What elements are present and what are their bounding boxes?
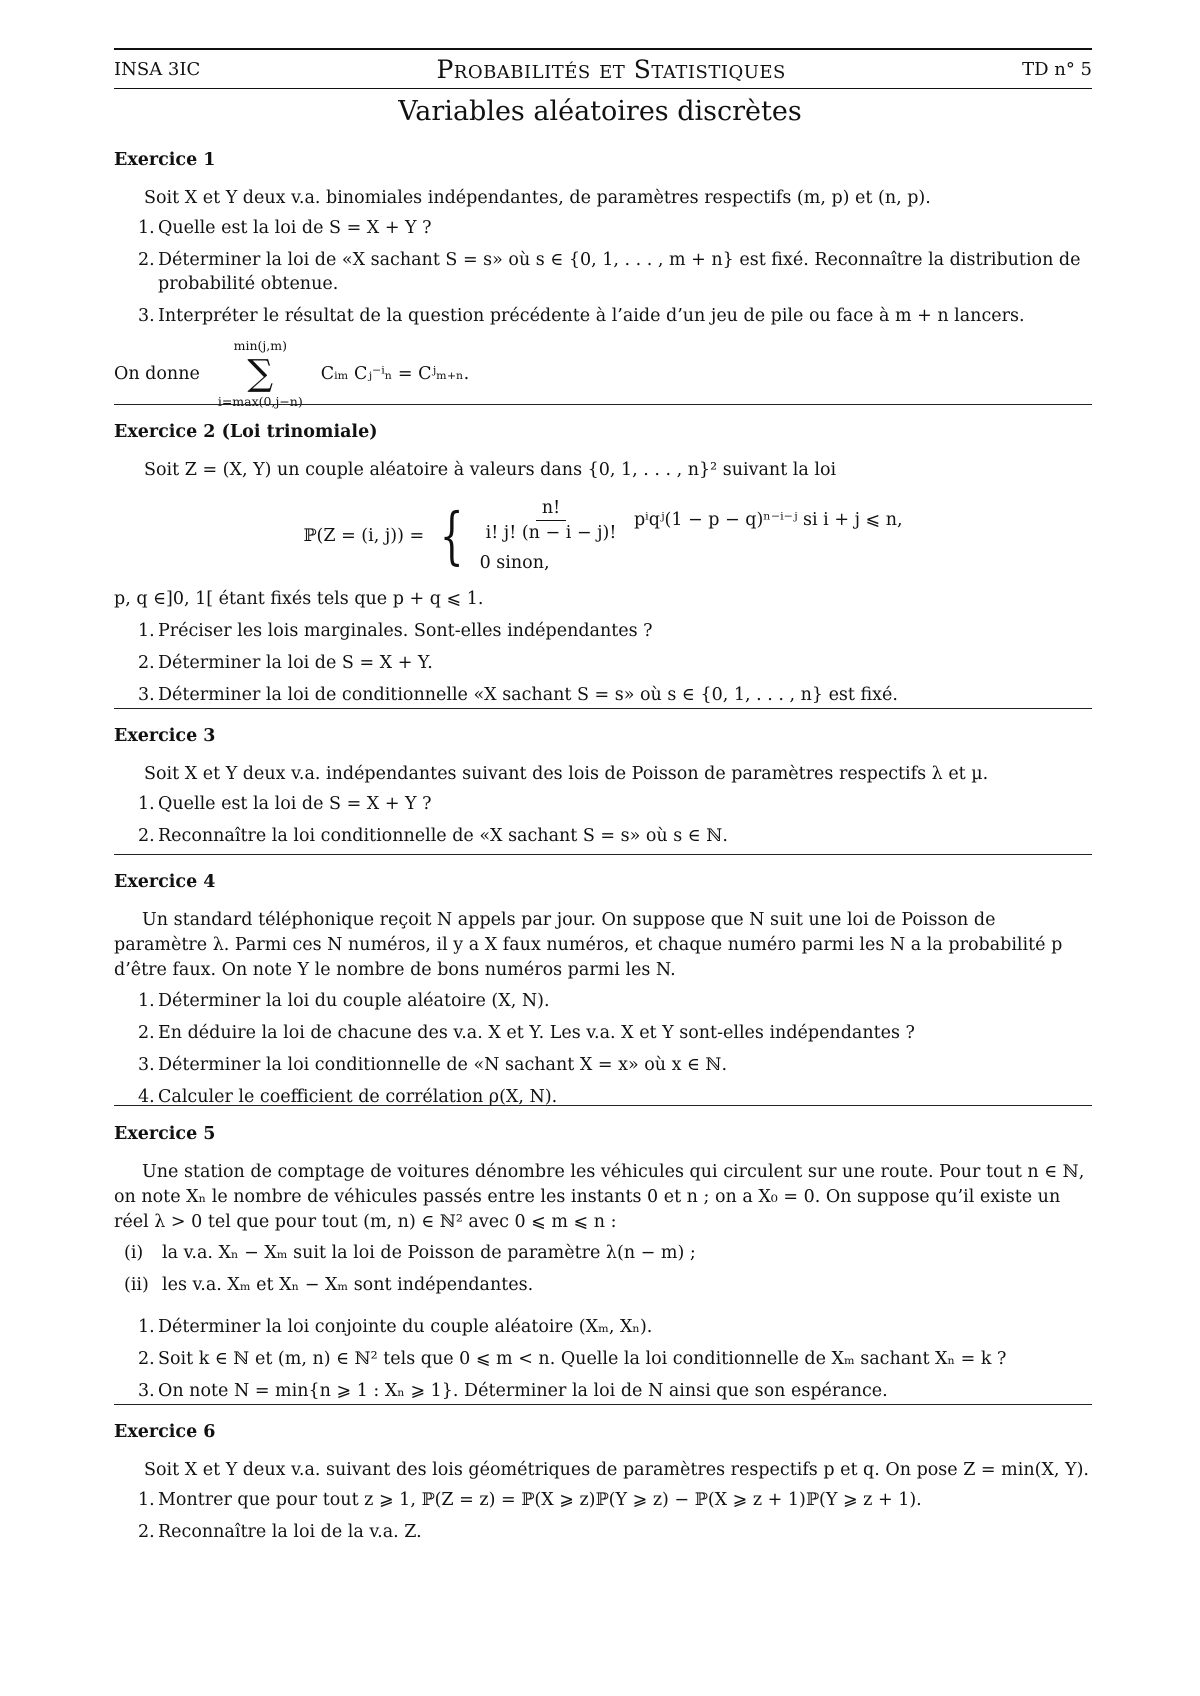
law-case-1	[480, 496, 903, 545]
question-item: 2. Déterminer la loi de «X sachant S = s» où s ∈ {0, 1, . . . , m + n} est fixé. Reconnaître la distribution de probabilité obtenue.	[138, 250, 1081, 294]
sum-lower-limit: i=max(0,j−n)	[217, 394, 303, 409]
section-divider	[114, 1404, 1092, 1405]
question-item: 2. Reconnaître la loi de la v.a. Z.	[138, 1522, 422, 1542]
left-brace: {	[440, 498, 464, 572]
fraction-denominator: i! j! (n − i − j)!	[485, 523, 617, 543]
law-fraction	[480, 496, 623, 545]
exercise-title: Exercice 2 (Loi trinomiale)	[114, 422, 378, 442]
exercise-title: Exercice 1	[114, 150, 216, 170]
law-case-2: 0 sinon,	[479, 553, 550, 573]
exercise-3	[114, 724, 1092, 856]
exercise-2	[114, 420, 1092, 715]
sum-upper-limit: min(j,m)	[233, 338, 287, 353]
question-item: 1. Quelle est la loi de S = X + Y ?	[138, 794, 432, 814]
exercise-title: Exercice 3	[114, 726, 216, 746]
law-cases	[480, 496, 903, 575]
question-item: 1. Quelle est la loi de S = X + Y ?	[138, 218, 432, 238]
question-item: 4. Calculer le coefficient de corrélation ρ(X, N).	[138, 1087, 558, 1107]
exercise-intro: Un standard téléphonique reçoit N appels par jour. On suppose que N suit une loi de Poisson de paramètre λ. Parmi ces N numéros, il y a X faux numéros, et chaque numéro parmi les N a la probabilité p d’être faux. On note Y le nombre de bons numéros parmi les N.	[114, 910, 1063, 980]
section-divider	[114, 404, 1092, 405]
law-condition: p, q ∈]0, 1[ étant fixés tels que p + q ⩽ 1.	[114, 589, 484, 609]
page-title: Variables aléatoires discrètes	[398, 96, 802, 127]
sigma-symbol: ∑	[247, 353, 274, 394]
condition-item: (ii) les v.a. Xₘ et Xₙ − Xₘ sont indépendantes.	[124, 1275, 534, 1295]
fraction-numerator: n!	[536, 496, 566, 521]
trinomial-law	[114, 496, 1092, 575]
question-item: 1. Montrer que pour tout z ⩾ 1, ℙ(Z = z) = ℙ(X ⩾ z)ℙ(Y ⩾ z) − ℙ(X ⩾ z + 1)ℙ(Y ⩾ z + 1).	[138, 1490, 922, 1510]
question-item: 3. On note N = min{n ⩾ 1 : Xₙ ⩾ 1}. Déterminer la loi de N ainsi que son espérance.	[138, 1381, 888, 1401]
question-item: 2. Soit k ∈ ℕ et (m, n) ∈ ℕ² tels que 0 ⩽ m < n. Quelle la loi conditionnelle de Xₘ sachant Xₙ = k ?	[138, 1349, 1007, 1369]
section-divider	[114, 708, 1092, 709]
section-divider	[114, 854, 1092, 855]
header-td-number: TD n° 5	[1022, 58, 1092, 80]
summation	[218, 338, 303, 410]
question-item: 1. Déterminer la loi conjointe du couple aléatoire (Xₘ, Xₙ).	[138, 1317, 653, 1337]
law-lhs: ℙ(Z = (i, j)) =	[303, 525, 425, 546]
question-item: 3. Déterminer la loi conditionnelle de «N sachant X = x» où x ∈ ℕ.	[138, 1055, 728, 1075]
exercise-4	[114, 870, 1092, 1117]
exercise-intro: Soit X et Y deux v.a. binomiales indépendantes, de paramètres respectifs (m, p) et (n, p).	[144, 188, 931, 208]
question-item: 2. En déduire la loi de chacune des v.a. X et Y. Les v.a. X et Y sont-elles indépendantes ?	[138, 1023, 915, 1043]
section-divider	[114, 1105, 1092, 1106]
question-item: 2. Déterminer la loi de S = X + Y.	[138, 653, 433, 673]
question-item: 3. Interpréter le résultat de la question précédente à l’aide d’un jeu de pile ou face à m + n lancers.	[138, 306, 1025, 326]
sum-formula	[114, 338, 1092, 410]
exercise-1	[114, 148, 1092, 410]
page-header	[114, 48, 1092, 89]
exercise-title: Exercice 5	[114, 1124, 216, 1144]
question-item: 3. Déterminer la loi de conditionnelle «X sachant S = s» où s ∈ {0, 1, . . . , n} est fixé.	[138, 685, 898, 705]
question-item: 1. Préciser les lois marginales. Sont-elles indépendantes ?	[138, 621, 653, 641]
exercise-intro: Soit Z = (X, Y) un couple aléatoire à valeurs dans {0, 1, . . . , n}² suivant la loi	[144, 460, 837, 480]
question-item: 1. Déterminer la loi du couple aléatoire (X, N).	[138, 991, 550, 1011]
question-item: 2. Reconnaître la loi conditionnelle de «X sachant S = s» où s ∈ ℕ.	[138, 826, 728, 846]
exercise-intro: Soit X et Y deux v.a. indépendantes suivant des lois de Poisson de paramètres respectifs λ et µ.	[144, 764, 989, 784]
exercise-title: Exercice 4	[114, 872, 216, 892]
header-course: Probabilités et Statistiques	[436, 54, 786, 84]
exercise-intro: Une station de comptage de voitures dénombre les véhicules qui circulent sur une route. Pour tout n ∈ ℕ, on note Xₙ le nombre de véhicules passés entre les instants 0 et n ; on a X₀ = 0. On suppose qu’il existe un réel λ > 0 tel que pour tout (m, n) ∈ ℕ² avec 0 ⩽ m ⩽ n :	[114, 1162, 1085, 1232]
case-1-text: pⁱqʲ(1 − p − q)ⁿ⁻ⁱ⁻ʲ si i + j ⩽ n,	[633, 510, 903, 530]
formula-lead: On donne	[114, 364, 200, 384]
exercise-6	[114, 1420, 1092, 1552]
header-institution: INSA 3IC	[114, 58, 201, 80]
condition-item: (i) la v.a. Xₙ − Xₘ suit la loi de Poisson de paramètre λ(n − m) ;	[124, 1243, 696, 1263]
exercise-intro: Soit X et Y deux v.a. suivant des lois géométriques de paramètres respectifs p et q. On pose Z = min(X, Y).	[144, 1460, 1089, 1480]
exercise-title: Exercice 6	[114, 1422, 216, 1442]
exercise-5	[114, 1122, 1092, 1411]
formula-body: Cᵢₘ Cⱼ⁻ⁱₙ = Cʲₘ₊ₙ.	[320, 364, 470, 384]
